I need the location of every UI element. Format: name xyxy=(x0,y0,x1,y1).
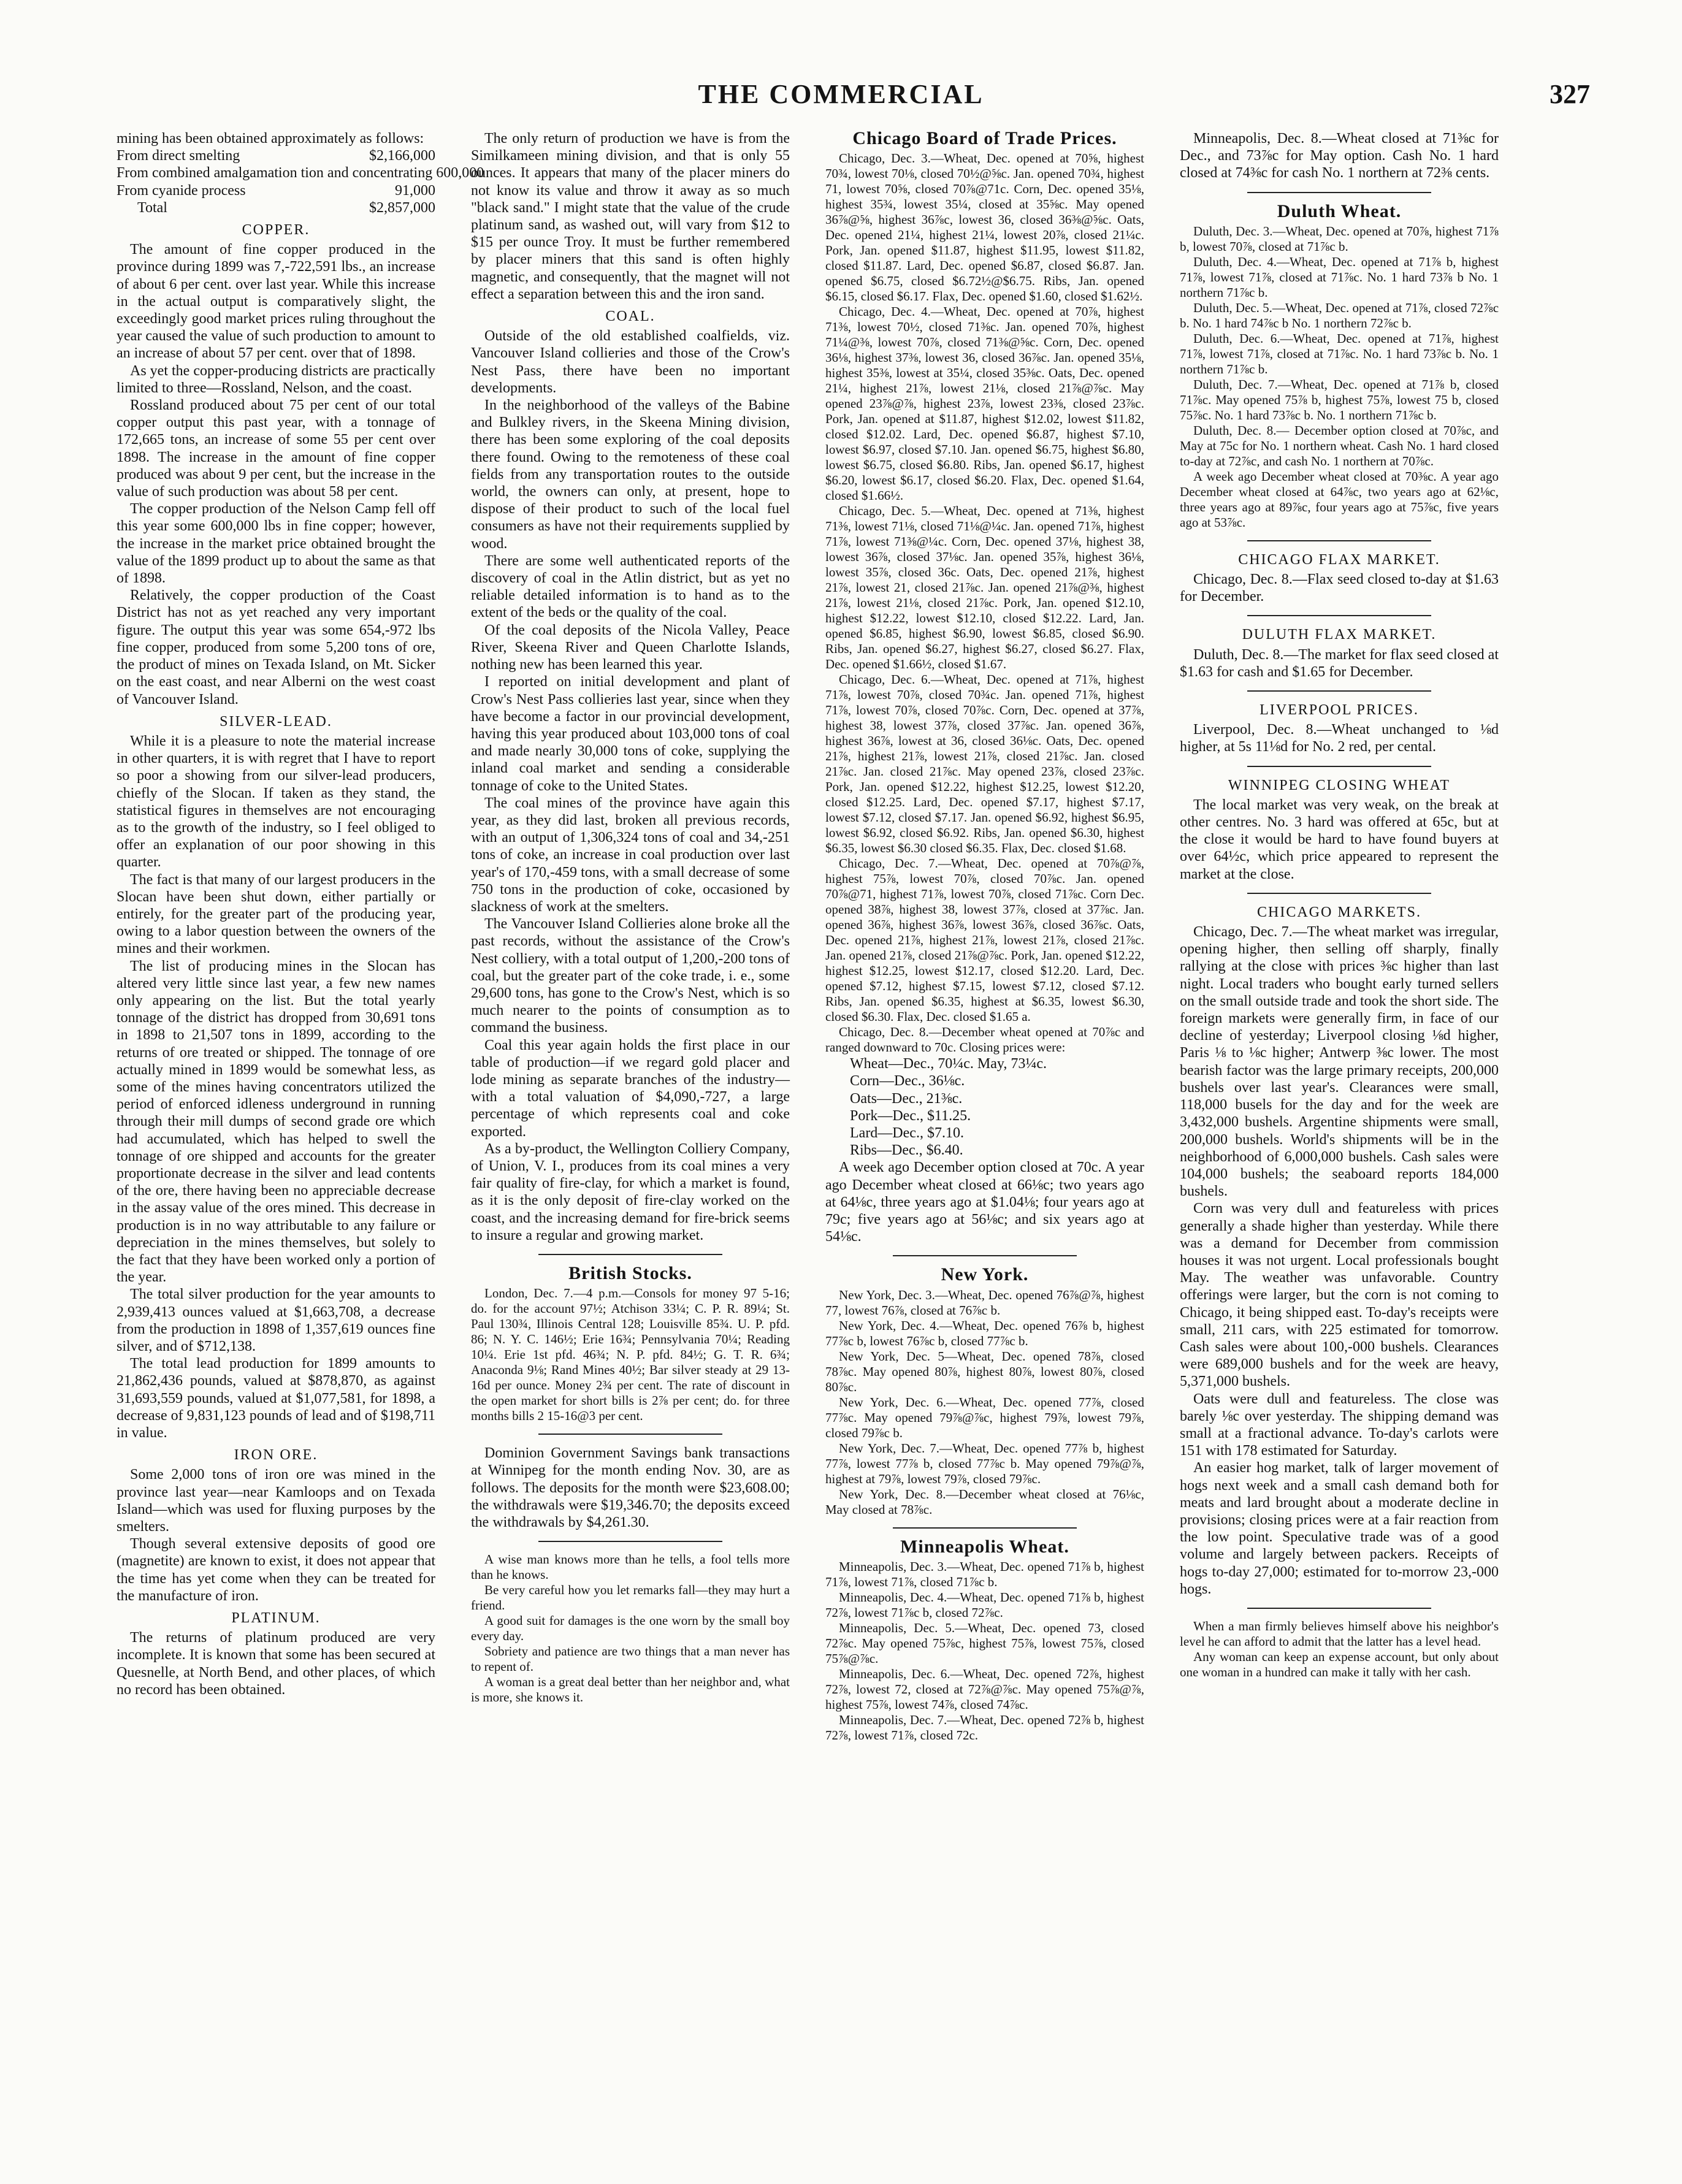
paragraph: The returns of platinum produced are very incomplete. It is known that some has been secured at Quesnelle, at North Bend, and other places, of which no record has been obtained. xyxy=(117,1630,435,1698)
closing-prices xyxy=(825,1055,1144,1159)
paragraph: Pork—Dec., $11.25. xyxy=(850,1107,971,1124)
paragraph: While it is a pleasure to note the material increase in other quarters, it is with regret that I have to report so poor a showing from our silver-lead producers, chiefly of the Slocan. If taken as they stand, the statistical figures in themselves are not encouraging as to the growth of the industry, so I feel obliged to offer an explanation of our poor showing in this quarter. xyxy=(117,733,435,871)
production-row: From combined amalgamation tion and concentrating 600,000 xyxy=(117,165,484,181)
paragraph: Of the coal deposits of the Nicola Valley, Peace River, Skeena River and Queen Charlotte Islands, nothing new has been learned this year. xyxy=(471,622,790,673)
platinum-continued xyxy=(471,130,790,303)
paragraph: Minneapolis, Dec. 6.—Wheat, Dec. opened 72⅞, highest 72⅞, lowest 72, closed at 72⅞@⅞c. May opened 75⅞@⅞, highest 75⅞, lowest 74⅞, closed 74⅞c. xyxy=(825,1666,1144,1712)
paragraph: Outside of the old established coalfields, viz. Vancouver Island collieries and those of the Crow's Nest Pass, there have been no important developments. xyxy=(471,328,790,396)
paragraph: In the neighborhood of the valleys of the Babine and Bulkley rivers, in the Skeena Mining division, there has been some exploring of the coal deposits there found. Owing to the remoteness of these coal fields from any transportation routes to the outside world, the owners can only, at present, hope to dispose of their product to such of the local fuel consumers as have not their requirements supplied by wood. xyxy=(471,397,790,552)
paragraph: Chicago, Dec. 6.—Wheat, Dec. opened at 71⅞, highest 71⅞, lowest 70⅞, closed 70¾c. Jan. opened 71⅞, highest 71⅞, lowest 70⅞, closed 70⅞c. Corn, Dec. opened at 37⅞, highest 38, lowest 37⅞, closed 37⅞c. Jan. opened 36⅞, highest 36⅞, lowest at 36, closed 36⅛c. Oats, Dec. opened 21⅞, highest 21⅞, lowest 21⅞, closed 21⅞c. Jan. closed 21⅞c. Jan. closed 21⅞c. May opened 23⅞, closed 23⅞c. Pork, Jan. opened $12.22, highest $12.25, lowest $12.20, closed $12.25. Lard, Dec. opened $7.17, highest $7.17, lowest $7.12, closed $7.17. Jan. opened $6.92, highest $6.95, lowest $6.92, closed $6.92. Ribs, Jan. opened $6.30, highest $6.35, lowest $6.30 closed $6.35. Flax, Dec. closed $1.68. xyxy=(825,672,1144,856)
paragraph: The copper production of the Nelson Camp fell off this year some 600,000 lbs in fine copper; however, the increase in the market price obtained brought the value of the 1899 product up to about the same as that of 1898. xyxy=(117,501,435,587)
paragraph: The total silver production for the year amounts to 2,939,413 ounces valued at $1,663,708, a decrease from the production in 1898 of 1,357,619 ounces fine silver, and of $712,138. xyxy=(117,1286,435,1355)
paragraph: Coal this year again holds the first place in our table of production—if we regard gold placer and lode mining as separate branches of the industry—with a total valuation of $4,090,-727, a large percentage of which represents coal and coke exported. xyxy=(471,1037,790,1140)
platinum-article xyxy=(117,1629,435,1698)
paragraph: The total lead production for 1899 amounts to 21,862,436 pounds, valued at $878,870, as against 31,693,559 pounds, valued at $1,077,581, for 1898, a decrease of 9,831,123 pounds of lead and of $198,711 in value. xyxy=(117,1356,435,1441)
winnipeg-article: The local market was very weak, on the break at other centres. No. 3 hard was offered at 65c, but at the close it would be hard to have found buyers at over 64½c, which price appeared to represent the market at the close. xyxy=(1180,796,1499,882)
chicago-flax-heading: CHICAGO FLAX MARKET. xyxy=(1238,551,1440,568)
paragraph: An easier hog market, talk of larger movement of hogs next week and a small cash demand both for meats and lard brought about a moderate decline in provisions; closing prices were at a fair reaction from the low point. Speculative trade was of a good volume and largely between packers. Receipts of hogs to-day 27,000; estimated for to-morrow 23,-000 hogs. xyxy=(1180,1460,1499,1597)
paragraph: Minneapolis, Dec. 7.—Wheat, Dec. opened 72⅞ b, highest 72⅞, lowest 71⅞, closed 72c. xyxy=(825,1712,1144,1743)
minneapolis-reports xyxy=(825,1559,1144,1743)
paragraph: New York, Dec. 8.—December wheat closed at 76⅛c, May closed at 78⅞c. xyxy=(825,1486,1144,1517)
column-3 xyxy=(825,130,1144,2172)
paragraph: Any woman can keep an expense account, but only about one woman in a hundred can make it tally with her cash. xyxy=(1180,1649,1499,1679)
paragraph: Lard—Dec., $7.10. xyxy=(850,1125,964,1142)
paragraph: Duluth, Dec. 5.—Wheat, Dec. opened at 71⅞, closed 72⅞c b. No. 1 hard 74⅞c b No. 1 northern 72⅞c b. xyxy=(1180,300,1499,330)
paragraph: Chicago, Dec. 7.—The wheat market was irregular, opening higher, then selling off sharply, finally rallying at the close with prices ⅜c higher than last night. Local traders who bought early turned sellers on the small outside trade and took the short side. The foreign markets were generally firm, in face of our decline of yesterday; Liverpool closing ⅛d higher, Paris ⅛ to ⅛c higher; Antwerp ⅜c lower. The most bearish factor was the large primary receipts, 200,000 bushels over last year's. Clearances were small, 118,000 busels for the day and for the week are 3,432,000 bushels. Argentine shipments were small, 200,000 bushels. World's shipments will be in the neighborhood of 6,000,000 bushels. Cash sales were 104,000 bushels; the seaboard reports 184,000 bushels. xyxy=(1180,924,1499,1200)
masthead xyxy=(0,78,1682,115)
paragraph: When a man firmly believes himself above his neighbor's level he can afford to admit that the latter has a level head. xyxy=(1180,1618,1499,1649)
paragraph: Though several extensive deposits of good ore (magnetite) are known to exist, it does not appear that the time has yet come when they can be treated for the manufacture of iron. xyxy=(117,1536,435,1604)
paragraph: New York, Dec. 5—Wheat, Dec. opened 78⅞, closed 78⅞c. May opened 80⅞, highest 80⅞, lowest 80⅞, closed 80⅞c. xyxy=(825,1348,1144,1394)
paragraph: Chicago, Dec. 5.—Wheat, Dec. opened at 71⅜, highest 71⅜, lowest 71⅛, closed 71⅛@¼c. Jan. opened 71⅞, highest 71⅞, lowest 71⅜@¼c. Corn, Dec. opened 37⅛, highest 38, lowest 36⅞, closed 37⅛c. Jan. opened 35⅞, highest 36⅛, lowest 35⅞, closed 36c. Oats, Dec. opened 21⅞, highest 21⅞, lowest 21, closed 21⅞c. Jan. opened 21⅞@⅜, highest 21⅞, lowest 21⅛, closed 21⅞c. Pork, Jan. opened $12.10, highest $12.22, lowest $12.10, closed $12.22. Lard, Jan. opened $6.85, highest $6.90, lowest $6.85, closed $6.90. Ribs, Jan. opened $6.27, highest $6.27, closed $6.27. Flax, Dec. opened $1.66½, closed $1.67. xyxy=(825,503,1144,672)
paragraph: Duluth, Dec. 8.— December option closed at 70⅞c, and May at 75c for No. 1 northern wheat. Cash No. 1 hard closed to-day at 72⅞c, and cash No. 1 northern at 70⅞c. xyxy=(1180,422,1499,468)
paragraph: The list of producing mines in the Slocan has altered very little since last year, a few new names only appearing on the list. But the total yearly tonnage of the district has dropped from 30,691 tons in 1898 to 21,507 tons in 1899, according to the returns of ore treated or shipped. The tonnage of ore actually mined in 1899 would be somewhat less, as some of the mines having concentrators utilized the period of enforced idleness underground in running through their mill dumps of second grade ore which had accumulated, which has helped to swell the tonnage of ore shipped and accounts for the greater proportionate decrease in the silver and lead contents of the ore, there having been no appreciable decrease in the assay value of the ores mined. This decrease in production is in no way attributable to any failure or depreciation in the mines themselves, but solely to the fact that they have been worked only a portion of the year. xyxy=(117,958,435,1286)
production-row: From direct smelting $2,166,000 xyxy=(117,148,435,164)
winnipeg-heading: WINNIPEG CLOSING WHEAT xyxy=(1228,777,1451,793)
sayings xyxy=(1180,1619,1499,1680)
production-table xyxy=(117,147,484,199)
paragraph: The coal mines of the province have again this year, as they did last, broken all previous records, with an output of 1,306,324 tons of coal and 34,-251 tons of coke, an increase in coal production over last year's of 170,-459 tons, with a small decrease of some 750 tons in the production of coke, occasioned by slackness of work at the smelters. xyxy=(471,795,790,915)
paragraph: Some 2,000 tons of iron ore was mined in the province last year—near Kamloops and on Texada Island—which was used for fluxing purposes by the smelters. xyxy=(117,1467,435,1535)
divider xyxy=(1247,615,1431,616)
divider xyxy=(1247,192,1431,193)
paragraph: Sobriety and patience are two things that a man never has to repent of. xyxy=(471,1644,790,1674)
duluth-flax-article: Duluth, Dec. 8.—The market for flax seed closed at $1.63 for cash and $1.65 for December. xyxy=(1180,646,1499,680)
paragraph: New York, Dec. 3.—Wheat, Dec. opened 76⅞@⅞, highest 77, lowest 76⅞, closed at 76⅞c b. xyxy=(825,1287,1144,1318)
divider xyxy=(538,1254,722,1255)
british-stocks-article xyxy=(471,1286,790,1424)
publication-title: THE COMMERCIAL xyxy=(698,79,984,109)
paragraph: Minneapolis, Dec. 4.—Wheat, Dec. opened 71⅞ b, highest 72⅞, lowest 71⅞c b, closed 72⅞c. xyxy=(825,1589,1144,1620)
chicago-week-ago: A week ago December option closed at 70c. A year ago December wheat closed at 66⅛c; two years ago at 64⅛c, three years ago at $1.04⅛; four years ago at 79c; five years ago at 56⅛c; and six years ago at 54⅛c. xyxy=(825,1159,1144,1245)
minneapolis-continued: Minneapolis, Dec. 8.—Wheat closed at 71⅜c for Dec., and 73⅞c for May option. Cash No. 1 hard closed at 74⅜c for cash No. 1 northern at 72⅜ cents. xyxy=(1180,131,1499,181)
paragraph: Duluth, Dec. 4.—Wheat, Dec. opened at 71⅞ b, highest 71⅞, lowest 71⅞, closed at 71⅞c. No. 1 hard 73⅞ b No. 1 northern 71⅞c b. xyxy=(1180,254,1499,300)
column-2 xyxy=(471,130,790,2172)
coal-article xyxy=(471,327,790,1244)
copper-heading: COPPER. xyxy=(242,222,310,239)
coal-heading: COAL. xyxy=(605,308,656,325)
column-1 xyxy=(117,130,484,2172)
divider xyxy=(1247,540,1431,541)
paragraph: Corn was very dull and featureless with prices generally a shade higher than yesterday. While there was a demand for December from commission houses it was not urgent. Local professionals bought May. The weather was unfavorable. Country offerings were larger, but the corn is not coming to Chicago, it being shipped east. To-day's receipts were small, 211 cars, with 225 estimated for tomorrow. Cash sales were about 100,-000 bushels. Clearances were 689,000 bushels and for the week are heavy, 5,371,000 bushels. xyxy=(1180,1201,1499,1390)
duluth-reports xyxy=(1180,224,1499,530)
paragraph: Rossland produced about 75 per cent of our total copper output this past year, with a tonnage of 172,665 tons, an increase of some 55 per cent over 1898. The increase in the amount of fine copper produced was about 9 per cent, but the increase in the value of such production was about 58 per cent. xyxy=(117,397,435,500)
divider xyxy=(538,1541,722,1542)
duluth-heading: Duluth Wheat. xyxy=(1277,200,1402,221)
savings-bank-article xyxy=(471,1445,790,1531)
new-york-heading: New York. xyxy=(941,1264,1029,1285)
paragraph: Wheat—Dec., 70¼c. May, 73¼c. xyxy=(850,1056,1047,1072)
chicago-markets-article xyxy=(1180,923,1499,1598)
paragraph: As yet the copper-producing districts are practically limited to three—Rossland, Nelson, and the coast. xyxy=(117,362,435,396)
column-4 xyxy=(1180,130,1499,2172)
paragraph: Oats were dull and featureless. The close was barely ⅛c over yesterday. The shipping demand was small at a fractional advance. To-day's carlots were 151 with 178 estimated for Saturday. xyxy=(1180,1391,1499,1459)
mining-intro: mining has been obtained approximately as follows: xyxy=(117,131,424,147)
paragraph: Be very careful how you let remarks fall—they may hurt a friend. xyxy=(471,1583,790,1613)
sayings xyxy=(471,1552,790,1705)
paragraph: There are some well authenticated reports of the discovery of coal in the Atlin district, but as yet no reliable detailed information is to hand as to the extent of the beds or the quality of the coal. xyxy=(471,552,790,621)
paragraph: I reported on initial development and plant of Crow's Nest Pass collieries last year, since when they have become a factor in our provincial development, having this year produced about 103,000 tons of coal and made nearly 30,000 tons of coke, supplying the inland coal market and sending a considerable tonnage of coke to the United States. xyxy=(471,674,790,794)
liverpool-heading: LIVERPOOL PRICES. xyxy=(1260,702,1419,719)
production-total: Total $2,857,000 xyxy=(137,199,435,216)
new-york-reports xyxy=(825,1288,1144,1518)
paragraph: Oats—Dec., 21⅜c. xyxy=(850,1090,963,1107)
paragraph: Duluth, Dec. 3.—Wheat, Dec. opened at 70⅞, highest 71⅞ b, lowest 70⅞, closed at 71⅞c b. xyxy=(1180,223,1499,254)
paragraph: Dominion Government Savings bank transactions at Winnipeg for the month ending Nov. 30, are as follows. The deposits for the month were $23,608.00; the withdrawals were $19,346.70; the deposits exceed the withdrawals by $4,261.30. xyxy=(471,1445,790,1531)
page-number: 327 xyxy=(1550,79,1590,109)
paragraph: Chicago, Dec. 4.—Wheat, Dec. opened at 70⅞, highest 71⅜, lowest 70½, closed 71⅜c. Jan. opened 70⅞, highest 71¼@⅜, lowest 70⅞, closed 71⅜@⅝c. Corn, Dec. opened 36⅛, highest 37⅜, lowest 36, closed 36⅞c. Jan. opened 35⅛, highest 35⅜, lowest at 35¼, closed 35⅜c. Oats, Dec. opened 21¼, highest 21⅞, lowest 21⅛, closed 21⅞@⅞c. May opened 23⅞@⅞, highest 23⅞, lowest 23⅜, closed 23⅞c. Pork, Jan. opened at $11.87, highest $12.02, lowest $11.82, closed $12.02. Lard, Dec. opened $6.87, highest $7.10, lowest $6.97, closed $7.10. Jan. opened $6.75, highest $6.80, lowest $6.75, closed $6.80. Ribs, Jan. opened $6.17, highest $6.20, lowest $6.17, closed $6.20. Flax, Dec. opened $1.64, closed $1.66½. xyxy=(825,304,1144,503)
paragraph: Duluth, Dec. 6.—Wheat, Dec. opened at 71⅞, highest 71⅞, lowest 71⅞, closed at 71⅞c. No. 1 hard 73⅞c b. No. 1 northern 71⅞c b. xyxy=(1180,330,1499,376)
paragraph: The only return of production we have is from the Similkameen mining division, and that is only 55 ounces. It appears that many of the placer miners do not know its value and throw it away as so much "black sand." I might state that the value of the crude platinum sand, as washed out, will vary from $12 to $15 per ounce Troy. It must be further remembered by placer miners that this sand is often highly magnetic, and consequently, that the magnet will not effect a separation between this and the iron sand. xyxy=(471,131,790,302)
paragraph: A woman is a great deal better than her neighbor and, what is more, she knows it. xyxy=(471,1674,790,1705)
paragraph: New York, Dec. 6.—Wheat, Dec. opened 77⅞, closed 77⅞c. May opened 79⅞@⅞c, highest 79⅞, lowest 79⅞, closed 79⅞c b. xyxy=(825,1394,1144,1440)
minneapolis-heading: Minneapolis Wheat. xyxy=(900,1536,1069,1557)
paragraph: Chicago, Dec. 7.—Wheat, Dec. opened at 70⅞@⅞, highest 75⅞, lowest 70⅞, closed 70⅞c. Jan. opened 70⅞@71, highest 71⅞, lowest 70⅞, closed 71⅞c. Corn Dec. opened 38⅞, highest 38, lowest 37⅞, closed at 37⅞c. Jan. opened 36⅞, highest 36⅞, lowest 36⅞, closed 36⅞c. Oats, Dec. opened 21⅞, highest 21⅞, lowest 21⅞, closed 21⅞c. Jan. opened 21⅞, closed 21⅞@⅞c. Pork, Jan. opened $12.22, highest $12.25, lowest $12.17, closed $12.20. Lard, Dec. opened $7.12, highest $7.15, lowest $7.12, closed $7.12. Ribs, Jan. opened $6.35, highest at $6.35, lowest $6.30, closed $6.30. Flax, Dec. closed $1.65 a. xyxy=(825,856,1144,1025)
paragraph: A week ago December wheat closed at 70⅜c. A year ago December wheat closed at 64⅞c, two years ago at 62⅛c, three years ago at 89⅞c, four years ago at 75⅞c, five years ago at 53⅞c. xyxy=(1180,468,1499,530)
duluth-flax-heading: DULUTH FLAX MARKET. xyxy=(1242,627,1437,643)
paragraph: The Vancouver Island Collieries alone broke all the past records, without the assistance of the Crow's Nest colliery, with a total output of 1,200,-200 tons of coal, but the greater part of the coke trade, i. e., some 29,600 tons, has gone to the Crow's Nest, which is so much nearer to the points of consumption as to command the business. xyxy=(471,916,790,1036)
production-row: From cyanide process 91,000 xyxy=(117,182,435,199)
paragraph: A good suit for damages is the one worn by the small boy every day. xyxy=(471,1613,790,1644)
divider xyxy=(893,1255,1077,1256)
chicago-flax-article: Chicago, Dec. 8.—Flax seed closed to-day at $1.63 for December. xyxy=(1180,571,1499,605)
divider xyxy=(538,1434,722,1435)
liverpool-article: Liverpool, Dec. 8.—Wheat unchanged to ⅛d higher, at 5s 11⅛d for No. 2 red, per cental. xyxy=(1180,722,1499,755)
iron-ore-heading: IRON ORE. xyxy=(234,1447,318,1464)
paragraph: As a by-product, the Wellington Colliery Company, of Union, V. I., produces from its coal mines a very fair quality of fire-clay, for which a market is found, as it is the only deposit of fire-clay worked on the coast, and the increasing demand for fire-brick seems to insure a regular and growing market. xyxy=(471,1140,790,1243)
copper-article xyxy=(117,241,435,708)
paragraph: New York, Dec. 7.—Wheat, Dec. opened 77⅞ b, highest 77⅞, lowest 77⅞ b, closed 77⅞c b. May opened 79⅞@⅞, highest at 79⅞, lowest 79⅞, closed 79⅞c. xyxy=(825,1440,1144,1486)
chicago-board-heading: Chicago Board of Trade Prices. xyxy=(852,128,1117,148)
chicago-markets-heading: CHICAGO MARKETS. xyxy=(1256,904,1421,920)
paragraph: The fact is that many of our largest producers in the Slocan have been shut down, either partially or entirely, for the greater part of the producing year, owing to a labor question between the owners of the mines and their workmen. xyxy=(117,871,435,957)
paragraph: Relatively, the copper production of the Coast District has not as yet reached any very important figure. The output this year was some 654,-972 lbs fine copper, produced from some 5,200 tons of ore, the product of mines on Texada Island, on Mt. Sicker on the east coast, and near Alberni on the west coast of Vancouver Island. xyxy=(117,587,435,708)
british-stocks-heading: British Stocks. xyxy=(568,1263,692,1283)
paragraph: A wise man knows more than he tells, a fool tells more than he knows. xyxy=(471,1552,790,1583)
divider xyxy=(1247,893,1431,894)
paragraph: Corn—Dec., 36⅛c. xyxy=(850,1073,965,1090)
paragraph: Ribs—Dec., $6.40. xyxy=(850,1142,963,1159)
divider xyxy=(1247,1608,1431,1609)
paragraph: Minneapolis, Dec. 5.—Wheat, Dec. opened 73, closed 72⅞c. May opened 75⅞c, highest 75⅞, lowest 75⅞, closed 75⅞@⅞c. xyxy=(825,1620,1144,1666)
paragraph: Chicago, Dec. 3.—Wheat, Dec. opened at 70⅝, highest 70¾, lowest 70⅛, closed 70½@⅝c. Jan. opened 70¾, highest 71, lowest 70⅝, closed 70⅞@71c. Corn, Dec. opened 35⅛, highest 35¾, lowest 35¼, closed at 35⅝c. May opened 36⅞@⅝, highest 36⅞c, lowest 36, closed 36⅜@⅝c. Oats, Dec. opened 21¼, highest 21¼, lowest 20⅞, closed 21¼c. Pork, Jan. opened $11.87, highest $11.95, lowest $11.82, closed $11.87. Lard, Dec. opened $6.87, closed $6.87. Jan. opened $6.75, closed $6.72½@$6.75. Ribs, Jan. opened $6.15, closed $6.17. Flax, Dec. opened $1.60, closed $1.62½. xyxy=(825,151,1144,304)
paragraph: Minneapolis, Dec. 3.—Wheat, Dec. opened 71⅞ b, highest 71⅞, lowest 71⅞, closed 71⅞c b. xyxy=(825,1559,1144,1589)
paragraph: Chicago, Dec. 8.—December wheat opened at 70⅞c and ranged downward to 70c. Closing prices were: xyxy=(825,1025,1144,1055)
paragraph: Duluth, Dec. 7.—Wheat, Dec. opened at 71⅞ b, closed 71⅞c. May opened 75⅞ b, highest 75⅞, lowest 75 b, closed 75⅞c. No. 1 hard 73⅞c b. No. 1 northern 71⅞c b. xyxy=(1180,376,1499,422)
paragraph: New York, Dec. 4.—Wheat, Dec. opened 76⅞ b, highest 77⅞c b, lowest 76⅞c b, closed 77⅞c b. xyxy=(825,1318,1144,1348)
paragraph: The amount of fine copper produced in the province during 1899 was 7,-722,591 lbs., an increase of about 6 per cent. over last year. While this increase in the actual output is comparatively slight, the exceedingly good market prices ruling throughout the year caused the value of such production to amount to an increase of about 57 per cent. over that of 1898. xyxy=(117,242,435,362)
silver-lead-article xyxy=(117,733,435,1441)
platinum-heading: PLATINUM. xyxy=(231,1610,321,1627)
divider xyxy=(893,1527,1077,1529)
iron-ore-article xyxy=(117,1466,435,1605)
chicago-board-reports xyxy=(825,151,1144,1055)
divider xyxy=(1247,766,1431,767)
paragraph: London, Dec. 7.—4 p.m.—Consols for money 97 5-16; do. for the account 97½; Atchison 33¼; C. P. R. 89¼; St. Paul 130¾, Illinois Central 128; Louisville 85¾. U. P. pfd. 86; N. Y. C. 146½; Erie 16¾; Pennsylvania 70¼; Reading 10¼. Erie 1st pfd. 46¾; N. P. pfd. 84½; G. T. R. 6¾; Anaconda 9⅛; Rand Mines 40½; Bar silver steady at 29 13-16d per ounce. Money 2¾ per cent. The rate of discount in the open market for short bills is 2⅞ per cent; do. for three months bills 2 15-16@3 per cent. xyxy=(471,1286,790,1424)
silver-lead-heading: SILVER-LEAD. xyxy=(220,713,332,730)
divider xyxy=(1247,690,1431,692)
